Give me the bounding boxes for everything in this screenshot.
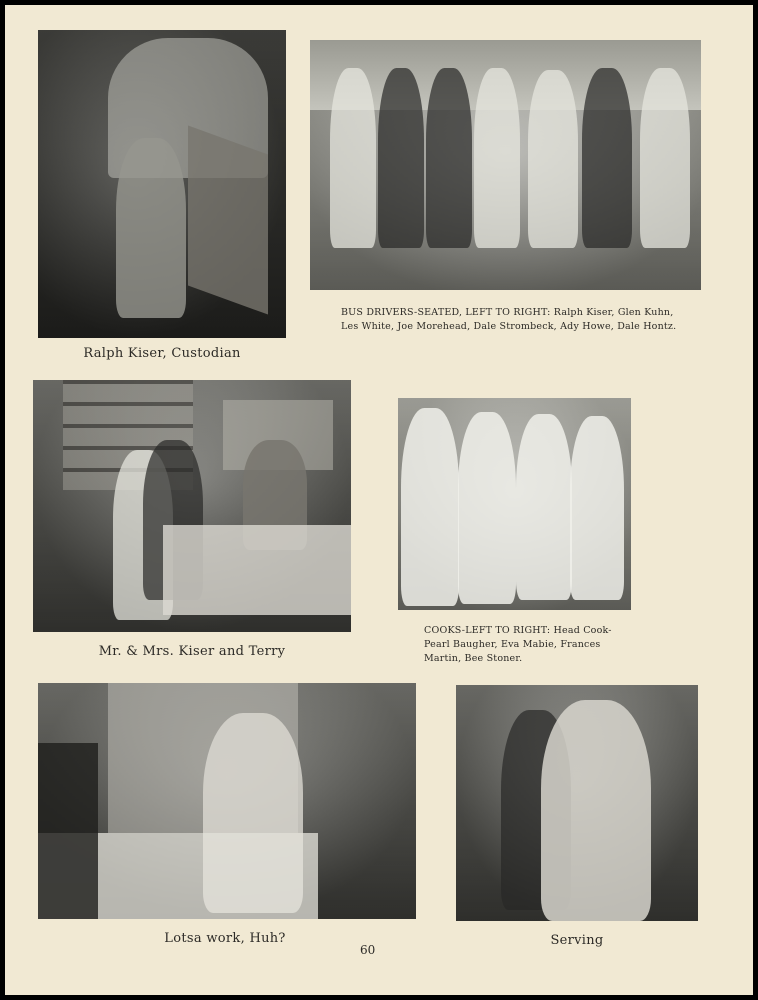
photo-bus-drivers <box>310 40 701 290</box>
photo-cooks <box>398 398 631 610</box>
caption-serving: Serving <box>550 933 604 948</box>
photo-custodian <box>38 30 286 338</box>
caption-custodian: Ralph Kiser, Custodian <box>83 346 241 361</box>
photo-serving <box>456 685 698 921</box>
photo-kiser-family <box>33 380 351 632</box>
caption-lotsa-work: Lotsa work, Huh? <box>164 931 286 946</box>
photo-lotsa-work <box>38 683 416 919</box>
caption-kiser-family: Mr. & Mrs. Kiser and Terry <box>98 644 286 659</box>
page-number: 60 <box>360 943 376 957</box>
yearbook-page <box>5 5 753 995</box>
caption-cooks: COOKS-LEFT TO RIGHT: Head Cook-Pearl Baugher, Eva Mabie, Frances Martin, Bee Stoner. <box>424 625 612 664</box>
caption-bus-drivers: BUS DRIVERS-SEATED, LEFT TO RIGHT: Ralph Kiser, Glen Kuhn, Les White, Joe Morehead, Dale Strombeck, Ady Howe, Dale Hontz. <box>341 307 677 332</box>
